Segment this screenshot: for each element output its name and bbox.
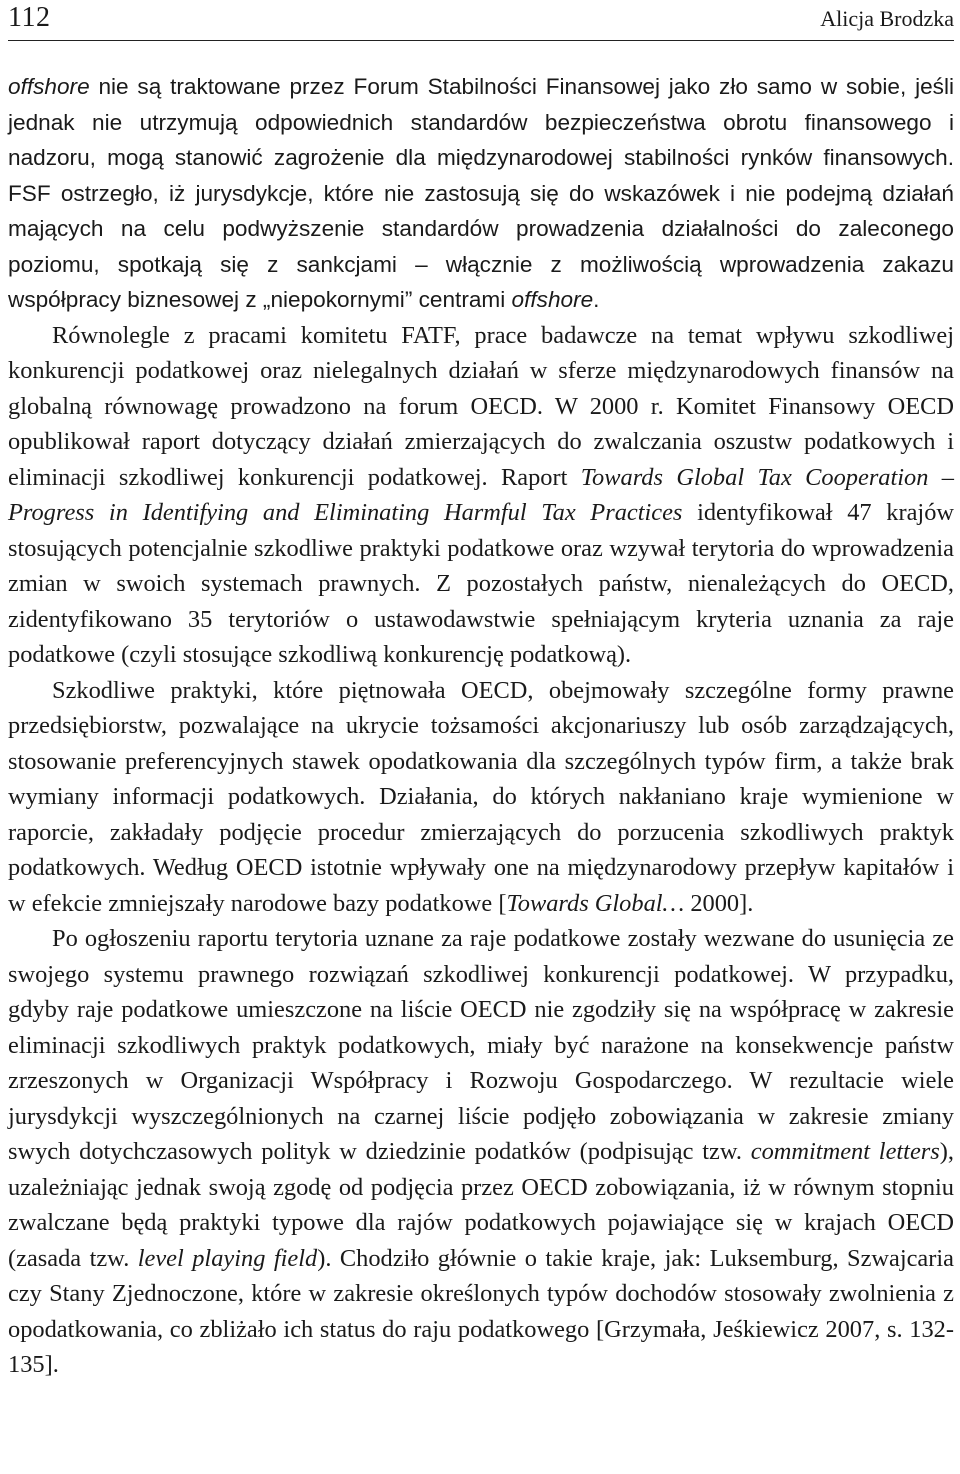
body-text [8,69,954,1383]
inline-italic: commitment letters [750,1138,940,1165]
text-run: ), uzależniając jednak swoją zgodę od podjęcia przez OECD zobowiązania, iż w równym stopniu zwalczane będą praktyki typowe dla rajów podatkowych pojawiające się w krajach OECD (zasada tzw. [8,1138,954,1272]
report-title: Towards Global Tax Cooperation – Progress in Identifying and Eliminating Harmful Tax Practices [8,463,954,526]
running-header [8,0,954,41]
inline-italic: offshore [511,287,594,312]
text-run: identyfikował 47 krajów stosujących potencjalnie szkodliwe praktyki podatkowe oraz wzywał terytoria do wprowadzenia zmian w swoich systemach prawnych. Z pozostałych państw, nienależących do OECD, zidentyfikowano 35 terytoriów o ustawodawstwie spełniającym kryteria uznania za raje podatkowe (czyli stosujące szkodliwą konkurencję podatkową). [8,499,954,668]
paragraph [8,318,954,673]
paragraph [8,921,954,1383]
inline-italic: offshore [8,74,90,99]
text-run: Szkodliwe praktyki, które piętnowała OECD, obejmowały szczególne formy prawne przedsiębiorstw, pozwalające na ukrycie tożsamości akcjonariuszy lub osób zarządzających, stosowanie preferencyjnych stawek opodatkowania dla szczególnych typów firm, a także brak wymiany informacji podatkowych. Działania, do których nakłaniano kraje wymienione w raporcie, zakładały podjęcie procedur zmierzających do porzucenia szkodliwych praktyk podatkowych. Według OECD istotnie wpływały one na międzynarodowy przepływ kapitałów i w efekcie zmniejszały narodowe bazy podatkowe [ [8,676,954,917]
text-run: nie są traktowane przez Forum Stabilności Finansowej jako zło samo w sobie, jeśli jednak nie utrzymują odpowiednich standardów bezpieczeństwa obrotu finansowego i nadzoru, mogą stanowić zagrożenie dla międzynarodowej stabilności rynków finansowych. FSF ostrzegło, iż jurysdykcje, które nie zastosują się do wskazówek i nie podejmą działań mających na celu podwyższenie standardów prowadzenia działalności do zaleconego poziomu, spotkają się z sankcjami – włącznie z możliwością wprowadzenia zakazu współpracy biznesowej z „niepokornymi” centrami [8,74,954,312]
text-run: Po ogłoszeniu raportu terytoria uznane za raje podatkowe zostały wezwane do usunięcia ze swojego systemu prawnego rozwiązań szkodliwej konkurencji podatkowej. W przypadku, gdyby raje podatkowe umieszczone na liście OECD nie zgodziły się na współpracę w zakresie eliminacji szkodliwych praktyk podatkowych, miały być narażone na konsekwencje państw zrzeszonych w Organizacji Współpracy i Rozwoju Gospodarczego. W rezultacie wiele jurysdykcji wyszczególnionych na czarnej liście podjęło zobowiązania w zakresie zmiany swych dotychczasowych polityk w dziedzinie podatków (podpisując tzw. [8,925,954,1165]
text-run: 2000]. [684,889,754,917]
paragraph [8,69,954,318]
inline-italic: level playing field [137,1244,318,1272]
text-run: ). Chodziło głównie o takie kraje, jak: Luksemburg, Szwajcaria czy Stany Zjednoczone, które w zakresie określonych typów dochodów stosowały zwolnienia z opodatkowania, co zbliżało ich status do raju podatkowego [Grzymała, Jeśkiewicz 2007, s. 132-135]. [8,1244,954,1378]
book-page [8,0,954,1474]
text-run: Równolegle z pracami komitetu FATF, prace badawcze na temat wpływu szkodliwej konkurencji podatkowej oraz nielegalnych działań w sferze międzynarodowych finansów na globalną równowagę prowadzono na forum OECD. W 2000 r. Komitet Finansowy OECD opublikował raport dotyczący działań zmierzających do zwalczania oszustw podatkowych i eliminacji szkodliwej konkurencji podatkowej. Raport [8,321,954,491]
page-number: 112 [8,2,51,33]
citation-title: Towards Global… [506,889,685,917]
text-run: . [593,287,600,312]
paragraph [8,673,954,922]
running-author: Alicja Brodzka [820,6,954,31]
